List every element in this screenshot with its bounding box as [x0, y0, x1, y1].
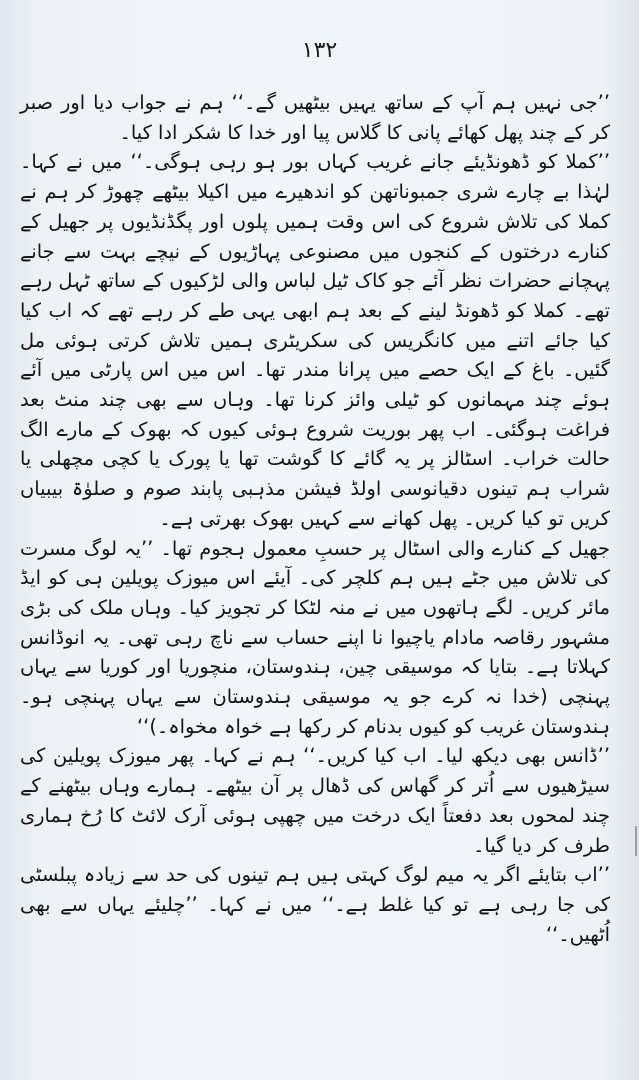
page-number: ۱۳۲: [301, 38, 338, 63]
page-edge-mark: [635, 826, 637, 856]
paragraph: ’’اب بتایئے اگر یہ میم لوگ کہتی ہیں ہم تینوں کی حد سے زیادہ پبلسٹی کی جا رہی ہے تو کیا غلط ہے۔‘‘ میں نے کہا۔ ’’چلیئے یہاں سے بھی اُٹھیں۔‘‘: [20, 863, 610, 946]
paragraph: ’’جی نہیں ہم آپ کے ساتھ یہیں بیٹھیں گے۔‘‘ ہم نے جواب دیا اور صبر کر کے چند پھل کھائے پانی کا گلاس پیا اور خدا کا شکر ادا کیا۔: [20, 91, 610, 144]
paragraph: جھیل کے کنارے والی اسٹال پر حسبِ معمول ہجوم تھا۔ ’’یہ لوگ مسرت کی تلاش میں جٹے ہیں ہم کلچر کی۔ آیئے اس میوزک پویلین ہی کو ایڈ مائر کریں۔ لگے ہاتھوں میں نے منہ لٹکا کر تجویز کیا۔ وہاں ملک کی بڑی مشہور رقاصہ مادام یاچیوا نا اپنے حساب سے ناچ رہی تھی۔ یہ انوڈانس کہلاتا ہے۔ بتایا کہ موسیقی چین، ہندوستان، منچوریا اور کوریا سے یہاں پہنچی (خدا نہ کرے جو یہ موسیقی ہندوستان سے یہاں پہنچی ہو۔ ہندوستان غریب کو کیوں بدنام کر رکھا ہے خواہ مخواہ۔)‘‘: [20, 536, 610, 738]
paragraph: ’’کملا کو ڈھونڈیئے جانے غریب کہاں بور ہو رہی ہوگی۔‘‘ میں نے کہا۔ لہٰذا بے چارے شری جمبوناتھن کو اندھیرے میں اکیلا بیٹھے چھوڑ کر ہم نے کملا کی تلاش شروع کی اس وقت ہمیں پلوں اور پگڈنڈیوں پر جھیل کے کنارے درختوں کے کنجوں میں مصنوعی پہاڑیوں کے نیچے بہت سے جانے پہچانے حضرات نظر آئے جو کاک ٹیل لباس والی لڑکیوں کے ساتھ ٹہل رہے تھے۔ کملا کو ڈھونڈ لینے کے بعد ہم ابھی یہی طے کر رہے تھے کہ اب کیا کیا جائے اتنے میں کانگریس کی سکریٹری ہمیں تلاش کرتی ہوئی مل گئیں۔ باغ کے ایک حصے میں پرانا مندر تھا۔ اس میں اس پارٹی میں آئے ہوئے چند مہمانوں کو ٹیلی وائز کرنا تھا۔ وہاں سے بھی چند منٹ بعد فراغت ہوگئی۔ اب پھر بوریت شروع ہوئی کیوں کہ بھوک کے مارے الگ حالت خراب۔ اسٹالز پر یہ گائے کا گوشت تھا یا پورک یا کچی مچھلی یا شراب ہم تینوں دقیانوسی اولڈ فیشن مذہبی پابند صوم و صلوٰۃ بیبیاں کریں تو کیا کریں۔ پھل کھانے سے کہیں بھوک بھرتی ہے۔: [20, 150, 610, 530]
paragraph: ’’ڈانس بھی دیکھ لیا۔ اب کیا کریں۔‘‘ ہم نے کہا۔ پھر میوزک پویلین کی سیڑھیوں سے اُتر کر گھاس کی ڈھال پر آن بیٹھے۔ ہمارے وہاں بیٹھنے کے چند لمحوں بعد دفعتاً ایک درخت میں چھپی ہوئی آرک لائٹ کا رُخ ہماری طرف کر دیا گیا۔: [20, 744, 610, 857]
page-body-text: [20, 88, 610, 949]
